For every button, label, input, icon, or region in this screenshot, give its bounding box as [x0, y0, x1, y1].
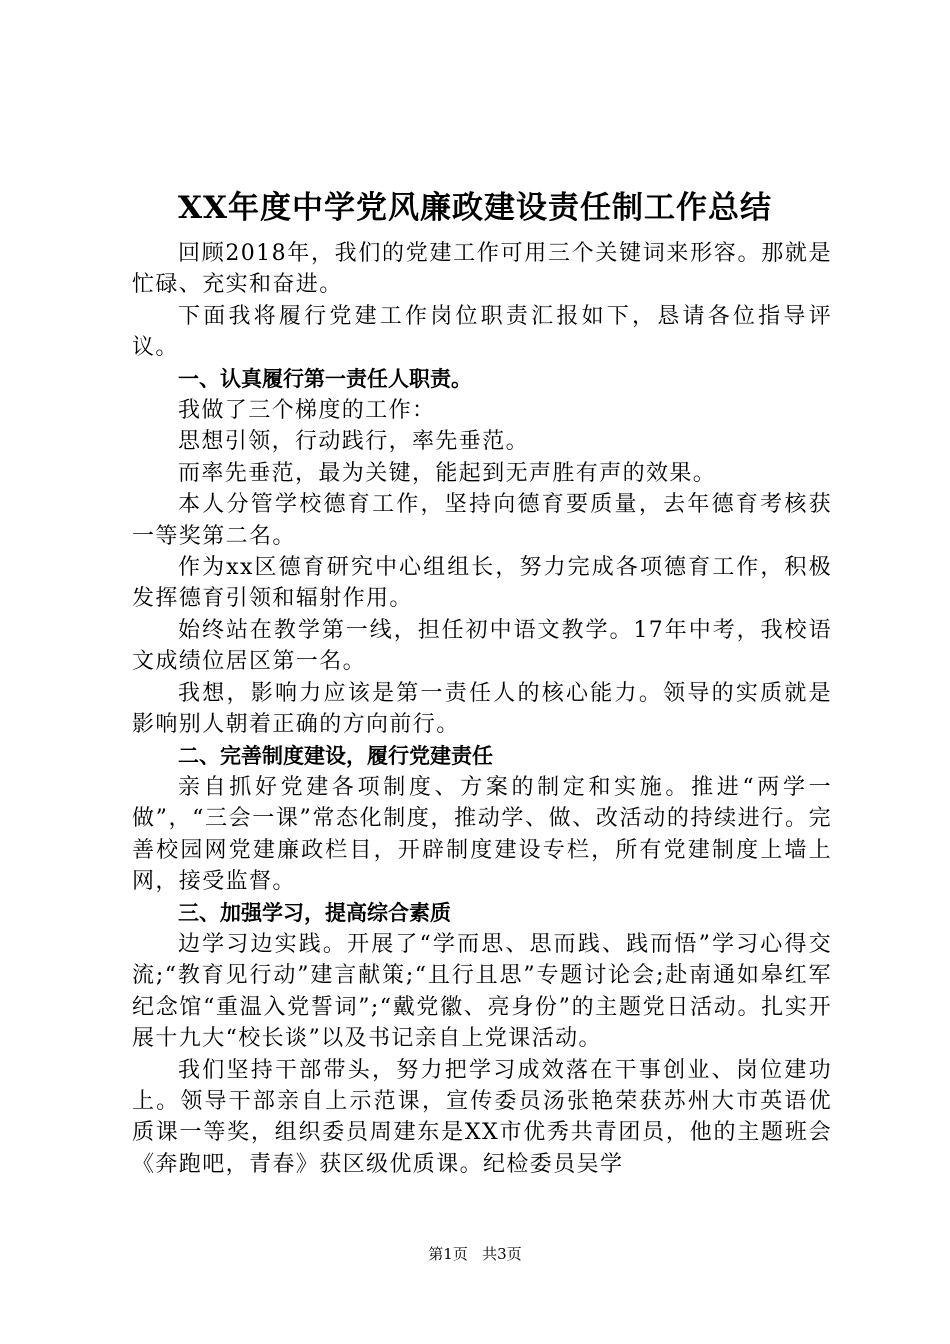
paragraph: 亲自抓好党建各项制度、方案的制定和实施。推进“两学一做”，“三会一课”常态化制度，推动学、做、改活动的持续进行。完善校园网党建廉政栏目，开辟制度建设专栏，所有党建制度上墙上网，接受监督。: [132, 774, 832, 895]
paragraph: 本人分管学校德育工作，坚持向德育要质量，去年德育考核获一等奖第二名。: [132, 492, 832, 549]
paragraph: 始终站在教学第一线，担任初中语文教学。17年中考，我校语文成绩位居区第一名。: [132, 617, 832, 675]
footer-spacer: [473, 1245, 478, 1263]
paragraph: 下面我将履行党建工作岗位职责汇报如下，恳请各位指导评议。: [132, 303, 832, 361]
paragraph: 边学习边实践。开展了“学而思、思而践、践而悟”学习心得交流;“教育见行动”建言献策;“且行且思”专题讨论会;赴南通如皋红军纪念馆“重温入党誓词”;“戴党徽、亮身份”的主题党日活动。扎实开展十九大“校长谈”以及书记亲自上党课活动。: [132, 931, 832, 1052]
page-total: 共3页: [482, 1245, 522, 1263]
document-body: [132, 238, 832, 1180]
page-number: 第1页: [428, 1245, 468, 1263]
paragraph: 我做了三个梯度的工作：: [178, 398, 436, 424]
paragraph: 作为xx区德育研究中心组组长，努力完成各项德育工作，积极发挥德育引领和辐射作用。: [132, 555, 832, 612]
paragraph: 思想引领，行动践行，率先垂范。: [178, 429, 530, 455]
paragraph: 回顾2018年，我们的党建工作可用三个关键词来形容。那就是忙碌、充实和奋进。: [132, 241, 832, 298]
paragraph: 而率先垂范，最为关键，能起到无声胜有声的效果。: [178, 460, 717, 486]
document-title: XX年度中学党风廉政建设责任制工作总结: [177, 190, 773, 226]
paragraph: 我们坚持干部带头，努力把学习成效落在干事创业、岗位建功上。领导干部亲自上示范课，宣传委员汤张艳荣获苏州大市英语优质课一等奖，组织委员周建东是XX市优秀共青团员，他的主题班会《奔跑吧，青春》获区级优质课。纪检委员吴学: [132, 1057, 832, 1177]
section-heading: 二、完善制度建设，履行党建责任: [178, 743, 493, 768]
section-heading: 三、加强学习，提高综合素质: [178, 900, 451, 925]
section-heading: 一、认真履行第一责任人职责。: [178, 366, 472, 391]
page-footer: [0, 1244, 950, 1264]
paragraph: 我想，影响力应该是第一责任人的核心能力。领导的实质就是影响别人朝着正确的方向前行。: [132, 680, 832, 738]
